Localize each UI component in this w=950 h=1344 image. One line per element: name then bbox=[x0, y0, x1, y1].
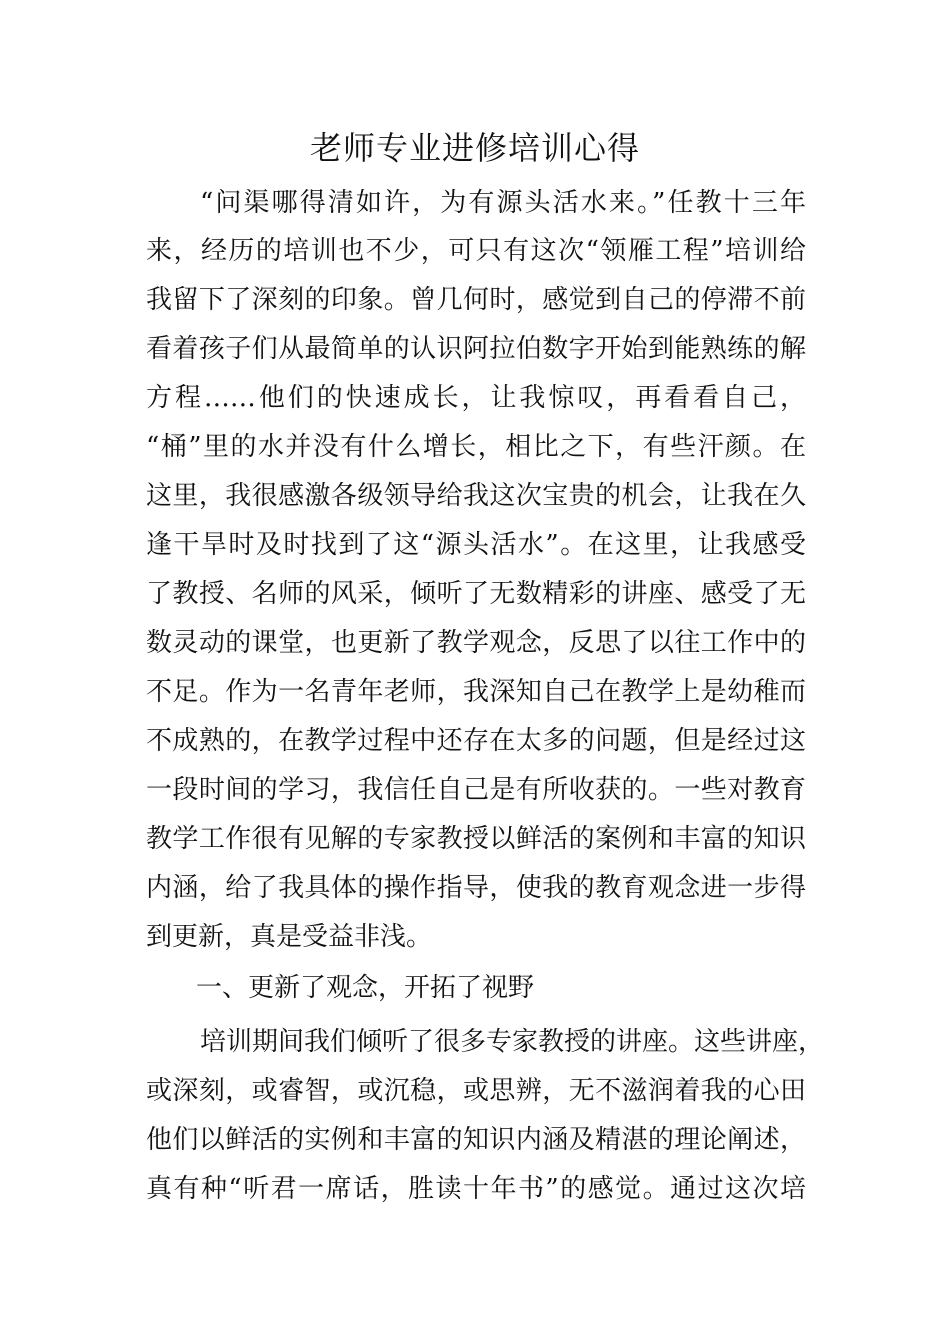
paragraph-1-line-13: 一段时间的学习，我信任自己是有所收获的。一些对教育 bbox=[146, 775, 806, 805]
paragraph-1-line-9: 了教授、名师的风采，倾听了无数精彩的讲座、感受了无 bbox=[146, 579, 806, 609]
paragraph-1-line-12: 不成熟的，在教学过程中还存在太多的问题，但是经过这 bbox=[146, 726, 806, 756]
paragraph-1-line-15: 内涵，给了我具体的操作指导，使我的教育观念进一步得 bbox=[146, 873, 806, 903]
section-1-heading: 一、更新了观念，开拓了视野 bbox=[196, 973, 535, 1003]
paragraph-1-line-16: 到更新，真是受益非浅。 bbox=[146, 922, 433, 952]
paragraph-1-line-4: 看着孩子们从最简单的认识阿拉伯数字开始到能熟练的解 bbox=[146, 334, 806, 364]
paragraph-2-line-4: 真有种“听君一席话，胜读十年书”的感觉。通过这次培 bbox=[146, 1174, 806, 1204]
paragraph-1-line-3: 我留下了深刻的印象。曾几何时，感觉到自己的停滞不前 bbox=[146, 285, 806, 315]
paragraph-2-line-2: 或深刻，或睿智，或沉稳，或思辨，无不滋润着我的心田 bbox=[146, 1076, 806, 1106]
paragraph-1-line-7: 这里，我很感激各级领导给我这次宝贵的机会，让我在久 bbox=[146, 481, 806, 511]
paragraph-1-line-14: 教学工作很有见解的专家教授以鲜活的案例和丰富的知识 bbox=[146, 824, 806, 854]
paragraph-1-line-11: 不足。作为一名青年老师，我深知自己在教学上是幼稚而 bbox=[146, 677, 806, 707]
paragraph-2-line-3: 他们以鲜活的实例和丰富的知识内涵及精湛的理论阐述， bbox=[146, 1125, 806, 1155]
document-title: 老师专业进修培训心得 bbox=[309, 129, 640, 167]
paragraph-1-line-1: “问渠哪得清如许，为有源头活水来。”任教十三年 bbox=[200, 188, 806, 218]
paragraph-1-line-5: 方程……他们的快速成长，让我惊叹，再看看自己， bbox=[146, 383, 806, 413]
paragraph-1-line-2: 来，经历的培训也不少，可只有这次“领雁工程”培训给 bbox=[146, 236, 806, 266]
paragraph-1-line-6: “桶”里的水并没有什么增长，相比之下，有些汗颜。在 bbox=[146, 432, 806, 462]
paragraph-1-line-8: 逢干旱时及时找到了这“源头活水”。在这里，让我感受 bbox=[146, 530, 806, 560]
paragraph-2-line-1: 培训期间我们倾听了很多专家教授的讲座。这些讲座， bbox=[200, 1027, 825, 1057]
paragraph-1-line-10: 数灵动的课堂，也更新了教学观念，反思了以往工作中的 bbox=[146, 628, 806, 658]
